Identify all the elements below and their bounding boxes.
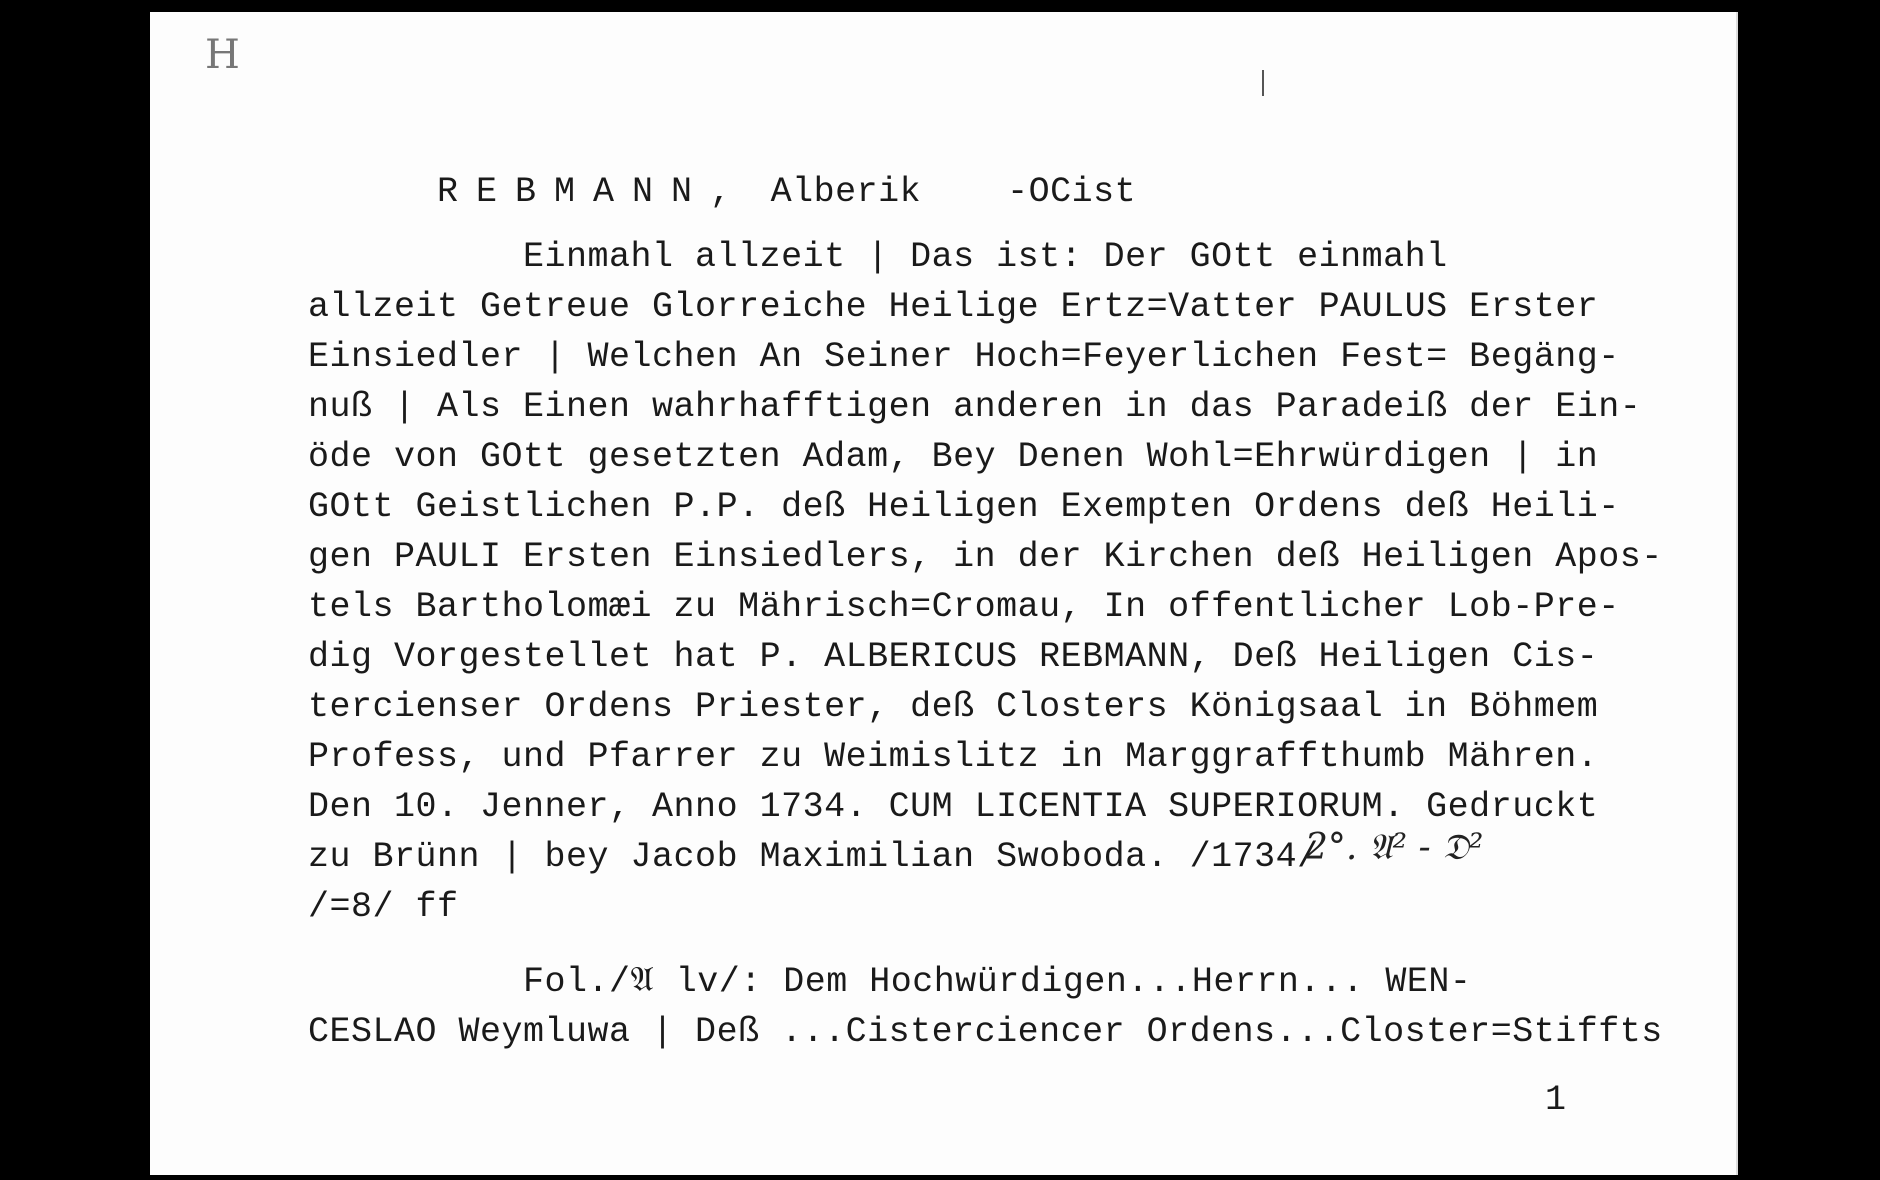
paragraph-line: dig Vorgestellet hat P. ALBERICUS REBMANN, Deß Heiligen Cis-	[308, 637, 1599, 677]
pencil-stroke	[1262, 70, 1264, 96]
heading-given-name: Alberik	[770, 172, 922, 212]
paragraph-line: allzeit Getreue Glorreiche Heilige Ertz=Vatter PAULUS Erster	[308, 287, 1599, 327]
fol-line: CESLAO Weymluwa | Deß ...Cisterciencer Ordens...Closter=Stiffts	[308, 1012, 1663, 1052]
page-number: 1	[1545, 1080, 1567, 1120]
paragraph-line: Einmahl allzeit | Das ist: Der GOtt einmahl	[308, 237, 1448, 277]
paragraph-line: gen PAULI Ersten Einsiedlers, in der Kirchen deß Heiligen Apos-	[308, 537, 1663, 577]
card-heading	[308, 132, 1136, 252]
heading-surname: REBMANN,	[437, 172, 750, 212]
paragraph-line: zu Brünn | bey Jacob Maximilian Swoboda. /1734/	[308, 837, 1319, 877]
catalog-card	[150, 12, 1738, 1175]
fol-line: Fol./𝔄 lv/: Dem Hochwürdigen...Herrn... WEN-	[308, 962, 1472, 1002]
paragraph-line: tels Bartholomæi zu Mährisch=Cromau, In offentlicher Lob-Pre-	[308, 587, 1620, 627]
paragraph-line: GOtt Geistlichen P.P. deß Heiligen Exempten Ordens deß Heili-	[308, 487, 1620, 527]
paragraph-line: Den 10. Jenner, Anno 1734. CUM LICENTIA SUPERIORUM. Gedruckt	[308, 787, 1599, 827]
paragraph-line: Profess, und Pfarrer zu Weimislitz in Marggraffthumb Mähren.	[308, 737, 1599, 777]
paragraph-line: tercienser Ordens Priester, deß Closters Königsaal in Böhmem	[308, 687, 1599, 727]
corner-pencil-mark: H	[205, 32, 240, 78]
handwritten-collation: 2°. 𝔄² - 𝔇²	[1305, 827, 1484, 868]
paragraph-line: öde von GOtt gesetzten Adam, Bey Denen Wohl=Ehrwürdigen | in	[308, 437, 1599, 477]
paragraph-line: /=8/ ff	[308, 887, 459, 927]
heading-order: -OCist	[1007, 172, 1137, 212]
paragraph-line: Einsiedler | Welchen An Seiner Hoch=Feyerlichen Fest= Begäng-	[308, 337, 1620, 377]
paragraph-line: nuß | Als Einen wahrhafftigen anderen in das Paradeiß der Ein-	[308, 387, 1642, 427]
